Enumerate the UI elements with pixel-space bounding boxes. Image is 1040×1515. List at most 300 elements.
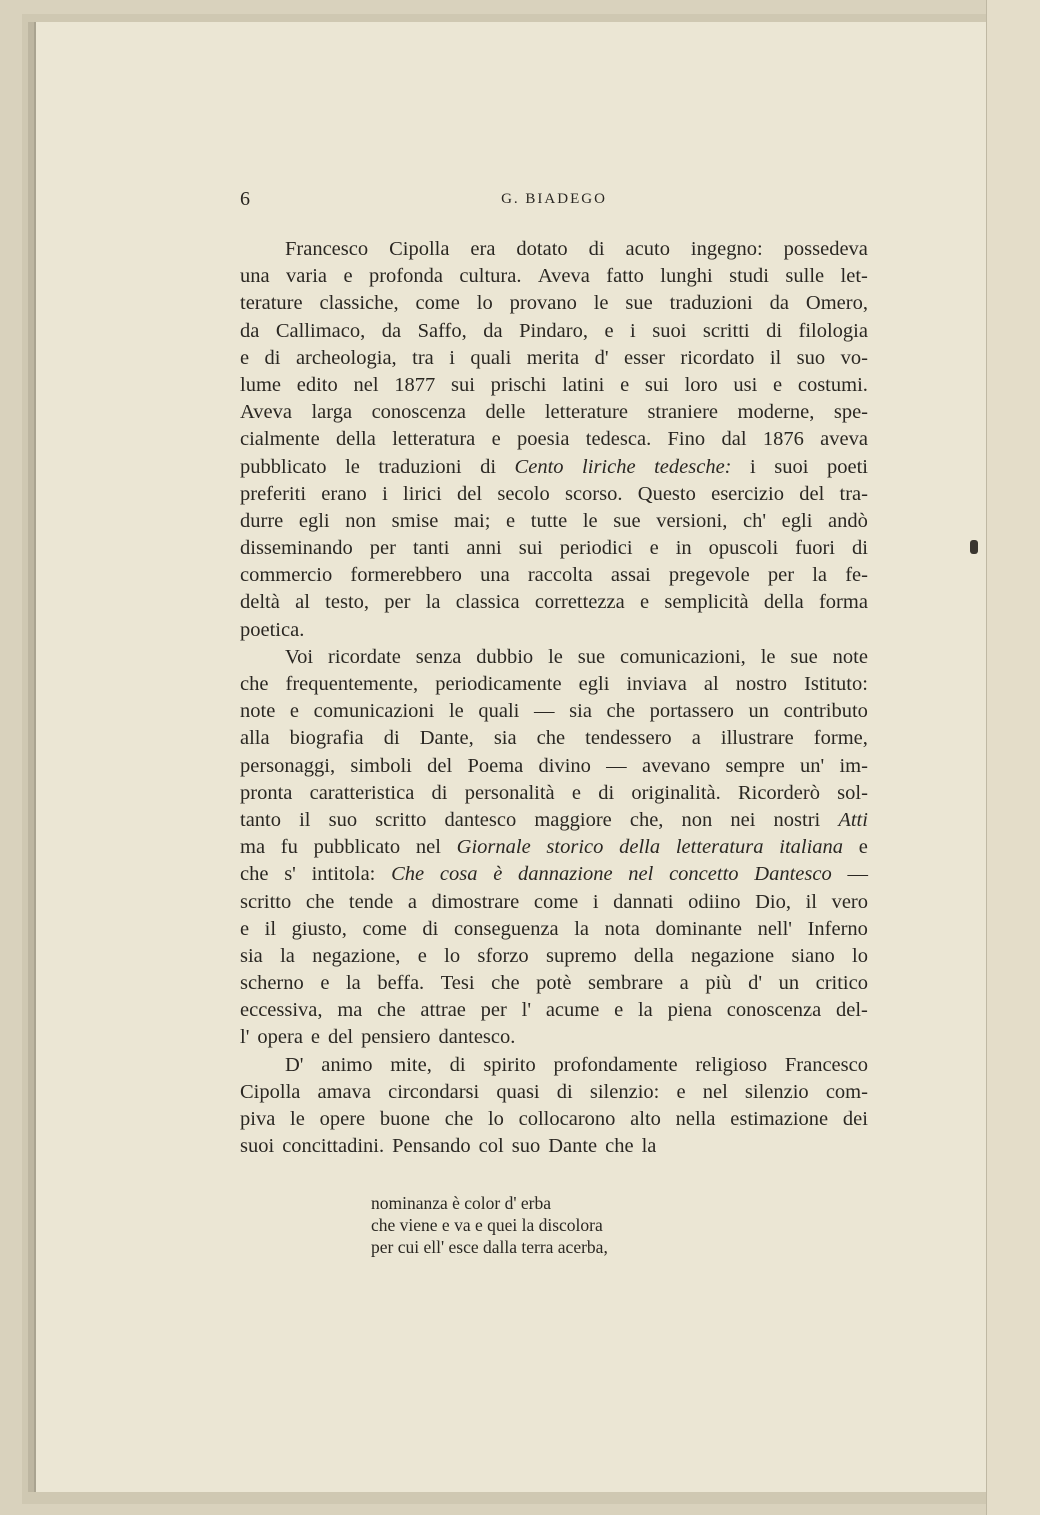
word: com-: [825, 1080, 868, 1103]
word: silenzio: [744, 1080, 809, 1103]
word: l': [521, 999, 532, 1022]
word: che: [377, 999, 406, 1022]
text-line: [240, 671, 868, 698]
word: i: [592, 890, 599, 913]
word: varia: [286, 265, 328, 288]
word: come: [533, 890, 579, 913]
word: estimazione: [730, 1108, 829, 1130]
word: a: [407, 890, 417, 913]
word: la: [425, 591, 441, 614]
word: potè: [536, 972, 572, 995]
word: opere: [319, 1108, 366, 1130]
word: che: [605, 1135, 634, 1158]
word: correttezza: [534, 591, 625, 614]
word: ricordato: [680, 346, 755, 369]
word: e: [343, 265, 353, 288]
word: lo: [487, 1108, 504, 1130]
word: il: [769, 346, 782, 369]
word: tra-: [839, 482, 868, 505]
word: nella: [675, 1108, 716, 1130]
word: erano: [321, 482, 367, 505]
text-line: [240, 997, 868, 1024]
text-line: [240, 725, 868, 752]
word: come: [362, 917, 407, 940]
italic-word: Dantesco: [754, 863, 832, 886]
word: a: [679, 972, 689, 995]
text-line: [240, 698, 868, 725]
word: portassero: [649, 700, 734, 723]
text-line: [240, 589, 868, 616]
word: vo-: [840, 346, 868, 369]
word: disseminando: [240, 537, 353, 560]
word: tanto: [240, 808, 281, 831]
word: lo: [476, 292, 493, 315]
text-line: [240, 1106, 868, 1133]
word: deltà: [240, 591, 280, 614]
word: le: [582, 509, 598, 532]
word: s': [284, 863, 296, 886]
word: e: [491, 428, 501, 451]
word: concittadini.: [282, 1135, 385, 1158]
word: D': [285, 1053, 304, 1076]
word: pubblicato: [313, 836, 401, 859]
word: conseguenza: [453, 917, 559, 940]
word: sia: [240, 944, 263, 967]
word: da: [769, 292, 789, 315]
word: egli: [781, 509, 813, 532]
word: preferiti: [240, 482, 307, 505]
word: giusto,: [291, 917, 347, 940]
word: del: [799, 482, 825, 505]
italic-word: Giornale: [456, 836, 531, 859]
word: biografia: [289, 727, 364, 750]
word: sui: [518, 537, 543, 560]
word: le: [593, 292, 609, 315]
text-line: [240, 454, 868, 481]
word: i: [382, 482, 388, 505]
text-line: [240, 399, 868, 426]
word: e: [604, 319, 614, 342]
word: tendessero: [585, 727, 672, 750]
word: suo: [328, 808, 358, 831]
word: Fino: [667, 428, 706, 451]
word: nel: [702, 1080, 728, 1103]
text-line: [240, 1052, 868, 1079]
word: periodici: [559, 537, 633, 560]
word: suoi: [240, 1135, 275, 1158]
word: di: [598, 781, 615, 804]
word: dantesco: [444, 808, 517, 831]
text-line: [240, 753, 868, 780]
word: delle: [485, 401, 526, 424]
word: letterature: [544, 401, 628, 424]
word: scritto: [240, 890, 292, 913]
word: che: [536, 727, 566, 750]
word: il: [264, 917, 277, 940]
word: Saffo,: [417, 319, 467, 342]
word: che: [240, 863, 269, 886]
text-line: [240, 1024, 868, 1051]
word: non: [681, 808, 713, 831]
page-number: 6: [240, 188, 250, 210]
word: suo: [511, 1135, 541, 1158]
word: conoscenza: [726, 999, 822, 1022]
word: per: [384, 591, 411, 614]
text-line: [240, 290, 868, 317]
word: fuori: [795, 537, 836, 560]
word: usi: [733, 373, 758, 396]
word: ma: [337, 999, 363, 1022]
word: nell': [757, 917, 792, 940]
word: maggiore: [534, 808, 612, 831]
word: formerebbero: [350, 564, 462, 587]
italic-word: Atti: [838, 808, 868, 831]
word: sue: [577, 645, 606, 668]
text-line: [240, 807, 868, 834]
word: come: [415, 292, 460, 315]
word: poetica.: [240, 618, 305, 641]
word: d': [594, 346, 609, 369]
word: al: [703, 673, 719, 695]
word: prischi: [490, 373, 547, 396]
italic-word: Cento: [514, 455, 564, 478]
word: sui: [450, 373, 475, 396]
word: suoi: [652, 319, 687, 342]
word: traduzioni: [669, 292, 753, 315]
word: le: [760, 645, 776, 668]
word: Cipolla: [389, 238, 450, 260]
word: per: [480, 999, 507, 1022]
word: lo: [852, 944, 868, 967]
word: fatto: [606, 265, 644, 288]
word: conoscenza: [371, 401, 467, 424]
word: nei: [730, 808, 756, 831]
italic-word: della: [619, 836, 661, 859]
word: latini: [562, 373, 605, 396]
word: anni: [466, 537, 502, 560]
word: testo,: [325, 591, 370, 614]
word: —: [534, 700, 555, 723]
word: raccolta: [527, 564, 593, 587]
word: silenzio:: [589, 1080, 660, 1103]
paragraph: [240, 644, 868, 1052]
word: e: [649, 537, 659, 560]
word: classica: [455, 591, 520, 614]
word: le: [290, 1108, 305, 1130]
word: l': [240, 1026, 250, 1049]
word: le: [448, 700, 464, 723]
text-line: [240, 889, 868, 916]
word: e: [773, 373, 783, 396]
word: pensiero: [361, 1026, 431, 1049]
word: Aveva: [537, 265, 590, 288]
word: classiche,: [319, 292, 399, 315]
word: sia: [569, 700, 592, 723]
word: Istituto:: [804, 673, 868, 695]
word: i: [750, 455, 756, 478]
word: provano: [509, 292, 577, 315]
word: moderne,: [737, 401, 815, 424]
word: di: [431, 781, 448, 804]
word: quali: [470, 346, 512, 369]
word: commercio: [240, 564, 333, 587]
verse-line: nominanza è color d' erba: [371, 1193, 552, 1213]
word: letteratura: [392, 428, 476, 451]
word: spirito: [483, 1053, 536, 1076]
text-line: [240, 861, 868, 888]
text-line: [240, 508, 868, 535]
word: intitola:: [311, 863, 376, 886]
word: Aveva: [240, 401, 292, 424]
text-line: [240, 943, 868, 970]
word: ch': [743, 509, 767, 532]
word: animo: [321, 1053, 373, 1076]
word: Tesi: [440, 972, 475, 995]
word: Dante,: [419, 727, 474, 750]
verse-line: che viene e va e quei la discolora: [371, 1215, 603, 1235]
word: la: [345, 972, 361, 995]
word: della: [633, 944, 674, 967]
word: possedeva: [783, 238, 868, 260]
word: e: [676, 1080, 686, 1103]
word: era: [470, 238, 496, 260]
word: nel: [415, 836, 441, 859]
word: Questo: [637, 482, 696, 505]
word: alto: [630, 1108, 661, 1130]
word: poeti: [826, 455, 868, 478]
text-line: [240, 318, 868, 345]
word: e: [240, 346, 250, 369]
word: egli: [298, 509, 330, 532]
word: Francesco: [285, 238, 369, 260]
word: edito: [296, 373, 338, 396]
word: note: [240, 700, 276, 723]
word: le: [345, 455, 360, 478]
word: e: [614, 999, 624, 1022]
word: la: [812, 564, 828, 587]
word: opuscoli: [708, 537, 779, 560]
word: il: [299, 808, 311, 831]
word: scorso.: [564, 482, 623, 505]
word: suo: [796, 346, 826, 369]
word: ingegno:: [690, 238, 763, 260]
italic-word: nel: [628, 863, 654, 886]
word: e: [310, 1026, 321, 1049]
word: che: [305, 890, 335, 913]
word: Voi: [285, 645, 314, 668]
word: attrae: [420, 999, 466, 1022]
word: i: [630, 319, 636, 342]
word: assai: [610, 564, 651, 587]
text-line: [240, 780, 868, 807]
word: dannati: [613, 890, 674, 913]
word: sempre: [725, 754, 785, 777]
word: forma: [818, 591, 868, 614]
word: negazione: [691, 944, 775, 967]
word: di: [588, 238, 605, 260]
word: e: [506, 509, 516, 532]
word: mite,: [390, 1053, 432, 1076]
word: sembrare: [587, 972, 664, 995]
italic-word: cosa: [439, 863, 478, 886]
word: scritti: [702, 319, 750, 342]
word: tedesca.: [585, 428, 652, 451]
word: ricordate: [328, 645, 401, 668]
word: —: [606, 754, 627, 777]
word: lume: [240, 373, 281, 396]
word: odiino: [688, 890, 741, 913]
word: sue: [613, 509, 641, 532]
word: Dante: [548, 1135, 598, 1158]
text-line: [240, 1079, 868, 1106]
word: costumi.: [797, 373, 868, 396]
word: comunicazioni,: [620, 645, 746, 668]
word: di: [383, 727, 400, 750]
word: mai;: [453, 509, 491, 532]
word: 1876: [762, 428, 804, 451]
word: per: [369, 537, 396, 560]
word: di: [480, 455, 497, 478]
text-line: [240, 481, 868, 508]
word: di: [449, 1053, 466, 1076]
word: tanti: [412, 537, 450, 560]
italic-word: è: [493, 863, 503, 886]
word: e: [289, 700, 300, 723]
word: inviava: [626, 673, 687, 695]
word: e: [240, 917, 250, 940]
word: senza: [415, 645, 462, 668]
word: fu: [280, 836, 298, 859]
word: lo: [444, 944, 461, 967]
word: filologia: [798, 319, 868, 342]
word: buone: [379, 1108, 430, 1130]
word: tra: [412, 346, 434, 369]
word: a: [691, 727, 701, 750]
word: la: [637, 999, 653, 1022]
word: egli: [578, 673, 610, 695]
word: sulle: [785, 265, 825, 288]
word: una: [240, 265, 270, 288]
word: dimostrare: [431, 890, 520, 913]
word: eccessiva,: [240, 999, 323, 1022]
word: sue: [625, 292, 653, 315]
word: di: [852, 537, 868, 560]
word: che,: [629, 808, 664, 831]
word: circondarsi: [388, 1080, 480, 1103]
word: Ricorderò: [737, 781, 820, 804]
word: religioso: [695, 1053, 768, 1076]
italic-word: liriche: [582, 455, 636, 478]
word: che: [240, 673, 269, 695]
word: Pindaro,: [519, 319, 588, 342]
text-line: [240, 372, 868, 399]
text-line: [240, 562, 868, 589]
word: il: [805, 890, 817, 913]
word: lirici: [403, 482, 442, 505]
word: e: [620, 373, 630, 396]
text-line: [240, 834, 868, 861]
word: divino: [538, 754, 591, 777]
word: archeologia,: [295, 346, 397, 369]
word: e: [571, 781, 581, 804]
word: pregevole: [668, 564, 750, 587]
word: la: [574, 917, 590, 940]
word: cultura.: [459, 265, 522, 288]
word: dal: [721, 428, 747, 451]
italic-word: letteratura: [675, 836, 764, 859]
word: del: [328, 1026, 354, 1049]
verse-quotation: [371, 1192, 608, 1258]
word: profonda: [368, 265, 443, 288]
word: nel: [353, 373, 379, 396]
word: loro: [684, 373, 718, 396]
word: aveva: [820, 428, 868, 451]
verse-line: per cui ell' esce dalla terra acerba,: [371, 1237, 608, 1257]
word: caratteristica: [309, 781, 415, 804]
word: più: [705, 972, 732, 995]
word: del: [427, 754, 453, 777]
word: vero: [831, 890, 868, 913]
word: col: [478, 1135, 504, 1158]
word: di: [422, 917, 439, 940]
page-header: [240, 188, 868, 214]
word: originalità.: [631, 781, 721, 804]
word: tutte: [530, 509, 568, 532]
word: Callimaco,: [275, 319, 366, 342]
word: sforzo: [477, 944, 529, 967]
word: dubbio: [476, 645, 534, 668]
word: larga: [311, 401, 353, 424]
word: Pensando: [392, 1135, 471, 1158]
word: opera: [257, 1026, 303, 1049]
word: critico: [815, 972, 868, 995]
text-line: [240, 236, 868, 263]
facing-page-edge: [986, 0, 1040, 1515]
word: sia: [493, 727, 517, 750]
word: un: [748, 700, 770, 723]
word: semplicità: [664, 591, 749, 614]
word: fe-: [845, 564, 868, 587]
paragraph: [240, 236, 868, 644]
italic-word: italiana: [779, 836, 844, 859]
word: dantesco.: [438, 1026, 516, 1049]
word: comunicazioni: [313, 700, 435, 723]
word: d': [748, 972, 763, 995]
word: esser: [623, 346, 665, 369]
word: ma: [240, 836, 266, 859]
word: Cipolla: [240, 1080, 301, 1103]
word: tende: [348, 890, 394, 913]
italic-word: storico: [546, 836, 604, 859]
word: personalità: [464, 781, 555, 804]
text-line: [240, 617, 868, 644]
word: quali: [478, 700, 520, 723]
word: nota: [604, 917, 640, 940]
text-line: [240, 916, 868, 943]
italic-word: dannazione: [518, 863, 613, 886]
word: pubblicato: [240, 455, 327, 478]
word: avevano: [641, 754, 711, 777]
italic-word: concetto: [669, 863, 739, 886]
word: nostro: [735, 673, 788, 695]
word: sol-: [837, 781, 868, 804]
word: acuto: [625, 238, 670, 260]
word: da: [381, 319, 402, 342]
word: sue: [790, 645, 818, 668]
word: im-: [839, 754, 868, 777]
margin-mark: [970, 540, 978, 554]
word: un: [778, 972, 800, 995]
